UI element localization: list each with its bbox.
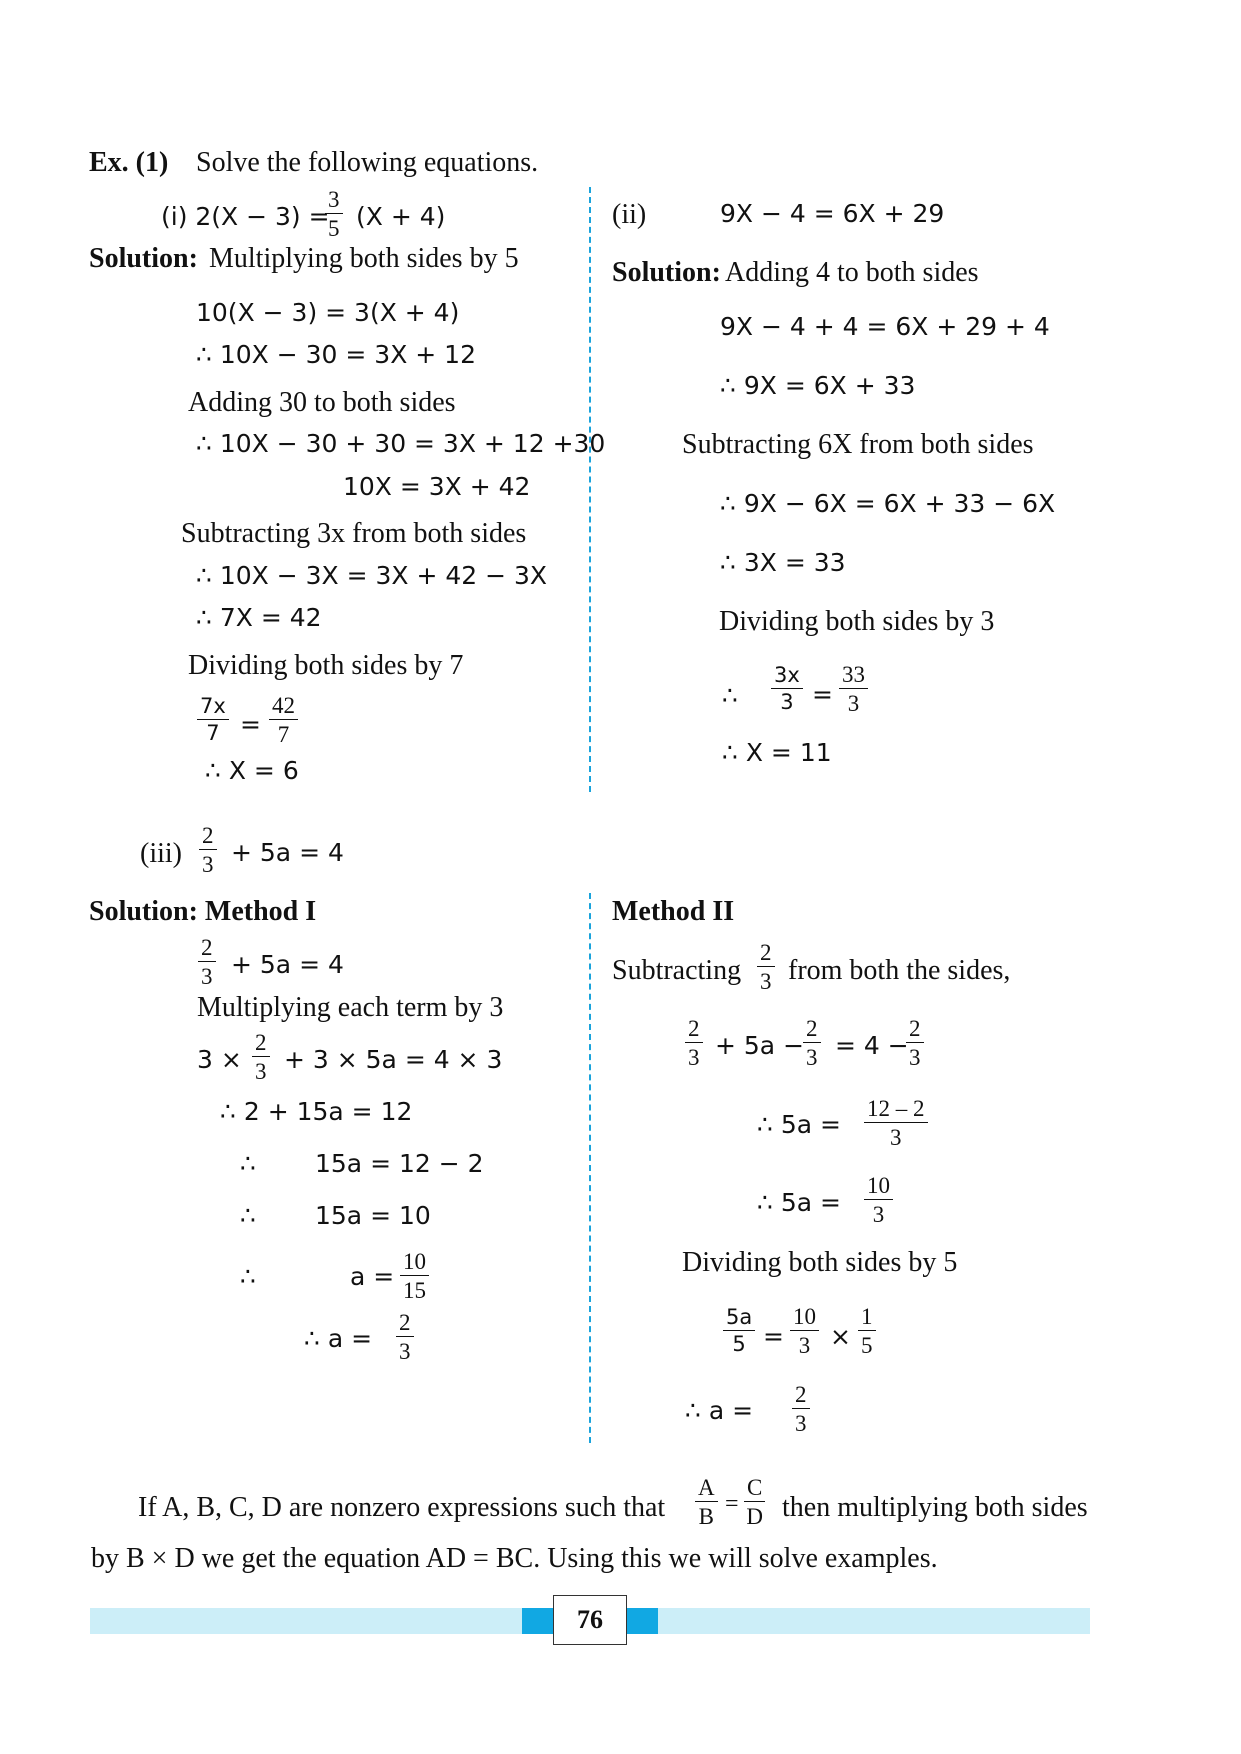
m1-answer: ∴ a =	[304, 1324, 373, 1353]
m2-e1-fraction-2: $\frac{2}{3}$	[803, 1017, 821, 1069]
m2-e2-fraction: $\frac{12 - 2}{3}$	[864, 1097, 928, 1149]
solution-iii-label: Solution: Method I	[89, 896, 317, 927]
page-number: 76	[553, 1595, 627, 1645]
m1-step-5-therefore: ∴	[240, 1201, 256, 1230]
solution-i-text: Multiplying both sides by 5	[209, 243, 519, 274]
step-ii-7-lhs: $\frac{3x}{3}$	[771, 665, 803, 713]
footer-accent-right	[624, 1608, 658, 1634]
step-i-6: Subtracting 3x from both sides	[181, 518, 527, 549]
eq-iii-label: (iii)	[140, 838, 182, 869]
m2-sub-b: from both the sides,	[788, 955, 1011, 986]
m2-e4-fraction-3: $\frac{1}{5}$	[858, 1305, 876, 1357]
step-i-10-rhs: $\frac{42}{7}$	[269, 694, 298, 746]
solution-i-label: Solution:	[89, 243, 198, 274]
note-line-1b: then multiplying both sides	[782, 1492, 1088, 1523]
answer-i: ∴ X = 6	[205, 756, 299, 785]
m1-step-5: 15a = 10	[315, 1201, 431, 1230]
m2-step-4: Dividing both sides by 5	[682, 1247, 958, 1278]
eq-iii-rest: + 5a = 4	[231, 838, 344, 867]
footer-accent-left	[522, 1608, 556, 1634]
m2-title: Method II	[612, 896, 735, 927]
m1-step-4-therefore: ∴	[240, 1149, 256, 1178]
step-ii-1: 9X − 4 + 4 = 6X + 29 + 4	[720, 312, 1050, 341]
m2-sub-fraction: $\frac{2}{3}$	[757, 941, 775, 993]
eq-ii-label: (ii)	[612, 199, 647, 230]
m1-step-3: ∴ 2 + 15a = 12	[220, 1097, 413, 1126]
m2-answer-fraction: $\frac{2}{3}$	[792, 1383, 810, 1435]
eq-i-rhs: (X + 4)	[356, 202, 446, 231]
step-ii-3: Subtracting 6X from both sides	[682, 429, 1034, 460]
m1-step-2b: + 3 × 5a = 4 × 3	[284, 1045, 503, 1074]
m2-e3-fraction: $\frac{10}{3}$	[864, 1174, 893, 1226]
step-i-10-lhs: $\frac{7x}{7}$	[197, 696, 229, 744]
step-i-7: ∴ 10X − 3X = 3X + 42 − 3X	[196, 561, 548, 590]
note-equals: =	[725, 1491, 739, 1517]
column-divider	[589, 893, 591, 1443]
note-fraction-cd: $\frac{C}{D}$	[744, 1476, 765, 1528]
eq-i-lhs: (i) 2(X − 3) =	[161, 202, 330, 231]
m1-step-2a: 3 ×	[197, 1045, 242, 1074]
step-i-9: Dividing both sides by 7	[188, 650, 464, 681]
step-i-3: Adding 30 to both sides	[188, 387, 456, 418]
m2-e1-fraction-1: $\frac{2}{3}$	[685, 1017, 703, 1069]
m1-step-6-therefore: ∴	[240, 1262, 256, 1291]
step-i-4: ∴ 10X − 30 + 30 = 3X + 12 +30	[196, 429, 606, 458]
step-ii-7-eq: =	[812, 680, 833, 709]
m1-step-6: a =	[350, 1262, 395, 1291]
m1-step-1: Multiplying each term by 3	[197, 992, 504, 1023]
m1-answer-fraction: $\frac{2}{3}$	[396, 1311, 414, 1363]
step-i-8: ∴ 7X = 42	[196, 603, 322, 632]
m2-e4-fraction-1: $\frac{5a}{5}$	[723, 1307, 755, 1355]
answer-ii: ∴ X = 11	[722, 738, 832, 767]
step-ii-6: Dividing both sides by 3	[719, 606, 995, 637]
eq-i-fraction: $\frac{3}{5}$	[325, 188, 343, 240]
m2-e4-fraction-2: $\frac{10}{3}$	[790, 1305, 819, 1357]
m2-sub-a: Subtracting	[612, 955, 742, 986]
step-ii-7-rhs: $\frac{33}{3}$	[839, 663, 868, 715]
step-i-1: 10(X − 3) = 3(X + 4)	[196, 298, 460, 327]
solution-ii-label: Solution:	[612, 257, 721, 288]
example-instruction: Solve the following equations.	[196, 147, 539, 178]
m2-e4-times: ×	[830, 1322, 851, 1351]
column-divider	[589, 187, 591, 792]
note-fraction-ab: $\frac{A}{B}$	[695, 1476, 718, 1528]
eq-iii-fraction: $\frac{2}{3}$	[199, 824, 217, 876]
step-i-5: 10X = 3X + 42	[343, 472, 531, 501]
m2-answer: ∴ a =	[685, 1396, 754, 1425]
m2-e3: ∴ 5a =	[757, 1188, 841, 1217]
m1-eq-fraction: $\frac{2}{3}$	[198, 936, 216, 988]
m2-e2: ∴ 5a =	[757, 1110, 841, 1139]
step-i-10-eq: =	[240, 710, 261, 739]
m1-eq-rest: + 5a = 4	[231, 950, 344, 979]
m1-step-6-fraction: $\frac{10}{15}$	[400, 1250, 429, 1302]
m2-e1-fraction-3: $\frac{2}{3}$	[906, 1017, 924, 1069]
note-line-1a: If A, B, C, D are nonzero expressions such that	[138, 1492, 666, 1523]
step-ii-7-therefore: ∴	[722, 681, 738, 710]
step-ii-4: ∴ 9X − 6X = 6X + 33 − 6X	[720, 489, 1056, 518]
m2-e4-eq: =	[763, 1322, 784, 1351]
m1-step-2-fraction: $\frac{2}{3}$	[252, 1031, 270, 1083]
note-line-2: by B × D we get the equation AD = BC. Using this we will solve examples.	[91, 1543, 938, 1574]
step-ii-2: ∴ 9X = 6X + 33	[720, 371, 916, 400]
m2-e1-eq: = 4 −	[835, 1031, 909, 1060]
m1-step-4: 15a = 12 − 2	[315, 1149, 484, 1178]
step-ii-5: ∴ 3X = 33	[720, 548, 846, 577]
eq-ii: 9X − 4 = 6X + 29	[720, 199, 945, 228]
example-label: Ex. (1)	[89, 147, 169, 178]
m2-e1-mid: + 5a −	[715, 1031, 805, 1060]
solution-ii-text: Adding 4 to both sides	[725, 257, 979, 288]
step-i-2: ∴ 10X − 30 = 3X + 12	[196, 340, 476, 369]
